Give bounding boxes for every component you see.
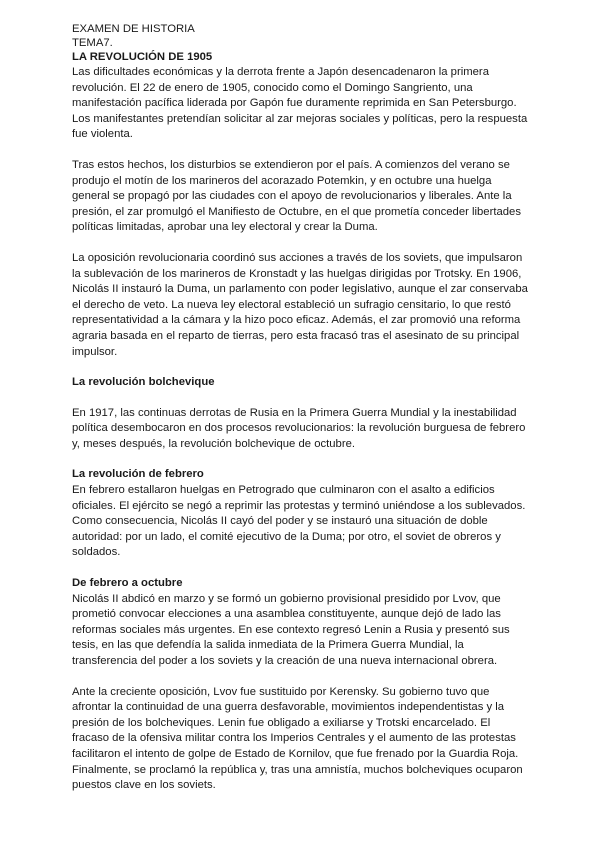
exam-label: EXAMEN DE HISTORIA <box>72 23 195 35</box>
heading-febrero-octubre: De febrero a octubre <box>72 577 183 590</box>
paragraph-octubre-1: Nicolás II abdicó en marzo y se formó un gobierno provisional presidido por Lvov, que prometió convocar elecciones a una asamblea constituyente, aunque dejó de lado las reformas sociales más urgentes. En ese contexto regresó Lenin a Rusia y presentó sus tesis, en las que defendía la salida inmediata de la Primera Guerra Mundial, la transferencia del poder a los soviets y la creación de una nueva internacional obrera. <box>72 592 510 667</box>
heading-revolucion-febrero: La revolución de febrero <box>72 468 204 481</box>
paragraph-bolchevique: En 1917, las continuas derrotas de Rusia en la Primera Guerra Mundial y la inestabilidad política desembocaron en dos procesos revolucionarios: la revolución burguesa de febrero y, meses después, la revolución bolchevique de octubre. <box>72 406 526 450</box>
paragraph-octubre-2: Ante la creciente oposición, Lvov fue sustituido por Kerensky. Su gobierno tuvo que afrontar la continuidad de una guerra desfavorable, movimientos independentistas y la presión de los bolcheviques. Lenin fue obligado a exiliarse y Trotski encarcelado. El fracaso de la ofensiva militar contra los Imperios Centrales y el aumento de las protestas facilitaron el intento de golpe de Estado de Kornilov, que fue frenado por la Guardia Roja. Finalmente, se proclamó la república y, tras una amnistía, muchos bolcheviques ocuparon puestos clave en los soviets. <box>72 685 523 792</box>
paragraph-1905-disturbios: Tras estos hechos, los disturbios se extendieron por el país. A comienzos del verano se produjo el motín de los marineros del acorazado Potemkin, y en octubre una huelga general se propagó por las ciudades con el apoyo de revolucionarios y liberales. Ante la presión, el zar promulgó el Manifiesto de Octubre, en el que prometía conceder libertades políticas limitadas, aprobar una ley electoral y crear la Duma. <box>72 158 521 234</box>
document-title: LA REVOLUCIÓN DE 1905 <box>72 51 213 63</box>
paragraph-febrero: En febrero estallaron huelgas en Petrogrado que culminaron con el asalto a edificios oficiales. El ejército se negó a reprimir las protestas y terminó uniéndose a los sublevados. Como consecuencia, Nicolás II cayó del poder y se instauró una situación de doble autoridad: por un lado, el comité ejecutivo de la Duma; por otro, el soviet de obreros y soldados. <box>72 484 526 559</box>
document-page <box>72 22 530 794</box>
heading-revolucion-bolchevique: La revolución bolchevique <box>72 376 215 389</box>
paragraph-1905-intro: Las dificultades económicas y la derrota frente a Japón desencadenaron la primera revolución. El 22 de enero de 1905, conocido como el Domingo Sangriento, una manifestación pacífica liderada por Gapón fue duramente reprimida en San Petersburgo. Los manifestantes pretendían solicitar al zar mejoras sociales y políticas, pero la respuesta fue violenta. <box>72 66 528 141</box>
paragraph-1905-soviets: La oposición revolucionaria coordinó sus acciones a través de los soviets, que impulsaron la sublevación de los marineros de Kronstadt y las huelgas dirigidas por Trotsky. En 1906, Nicolás II instauró la Duma, un parlamento con poder legislativo, aunque el zar conservaba el derecho de veto. La nueva ley electoral estableció un sufragio censitario, lo que restó representatividad a la cámara y la hizo poco eficaz. Además, el zar promovió una reforma agraria basada en el reparto de tierras, pero esta fracasó tras el asesinato de su principal impulsor. <box>72 251 528 358</box>
topic-label: TEMA7. <box>72 37 113 49</box>
